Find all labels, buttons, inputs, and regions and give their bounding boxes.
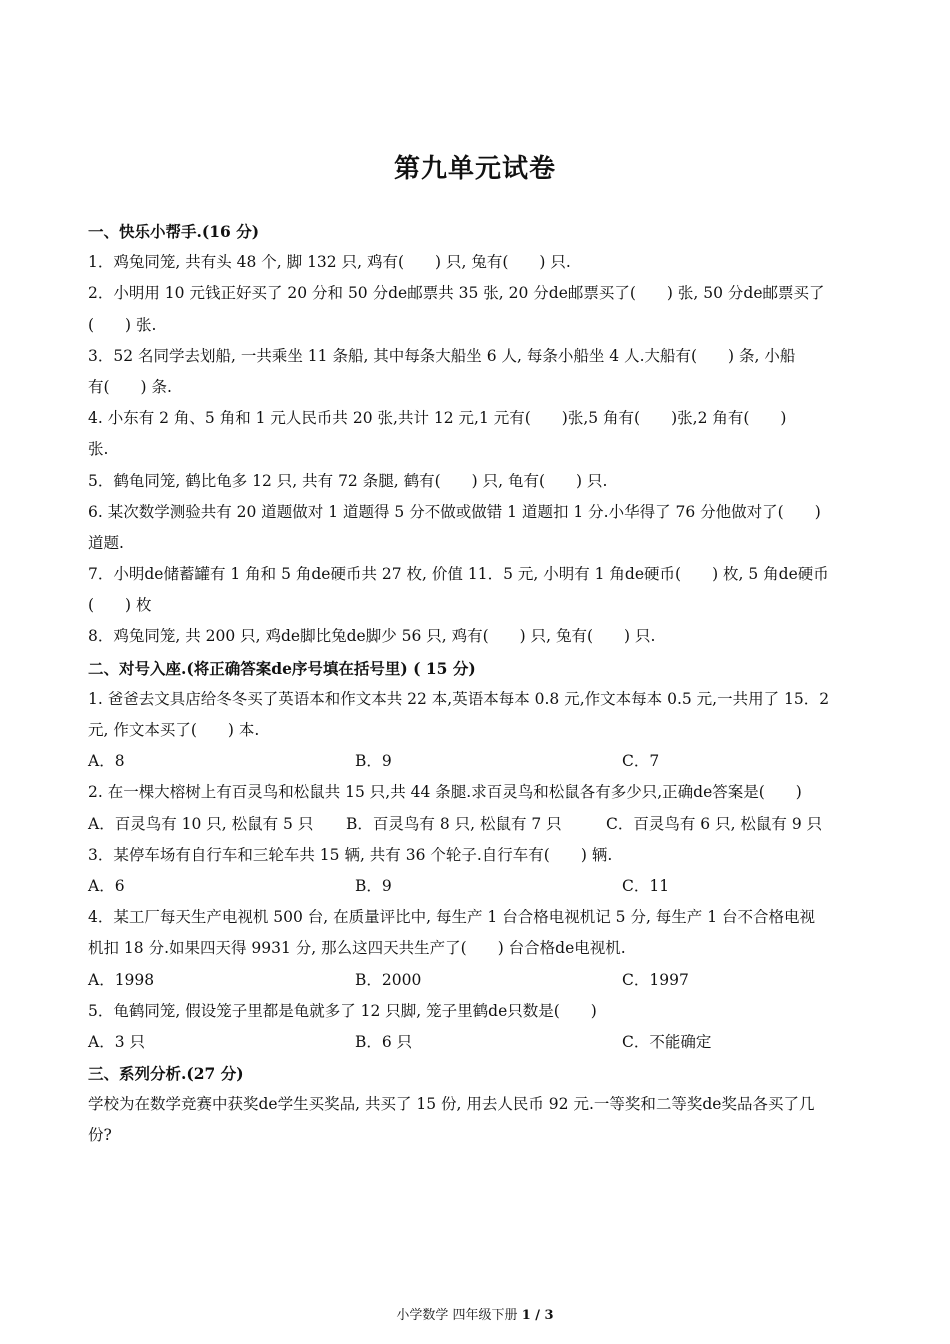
s2-question-3: 3．某停车场有自行车和三轮车共 15 辆, 共有 36 个轮子.自行车有( ) 辆. <box>88 845 613 864</box>
option-a: A．6 <box>88 876 125 895</box>
s2-question-4-line-1: 4．某工厂每天生产电视机 500 台, 在质量评比中, 每生产 1 台合格电视机记 5 分, 每生产 1 台不合格电视 <box>88 908 816 927</box>
s1-question-2-line-2: ( ) 张. <box>88 315 157 334</box>
option-b: B．9 <box>355 752 392 771</box>
s3-question-1-line-1: 学校为在数学竞赛中获奖de学生买奖品, 共买了 15 份, 用去人民币 92 元.一等奖和二等奖de奖品各买了几 <box>88 1095 815 1114</box>
option-c: C．百灵鸟有 6 只, 松鼠有 9 只 <box>606 814 823 833</box>
section-3-heading: 三、系列分析.(27 分) <box>88 1064 244 1084</box>
s2-question-3-options <box>88 871 858 902</box>
s2-question-1-line-2: 元, 作文本买了( ) 本. <box>88 721 260 739</box>
s2-question-5-options <box>88 1027 858 1058</box>
s2-question-2: 2. 在一棵大榕树上有百灵鸟和松鼠共 15 只,共 44 条腿.求百灵鸟和松鼠各有多少只,正确de答案是( ) <box>88 783 802 802</box>
option-c: C．不能确定 <box>622 1032 712 1051</box>
s1-question-4-line-2: 张. <box>88 440 109 459</box>
s1-question-6-line-1: 6. 某次数学测验共有 20 道题做对 1 道题得 5 分不做或做错 1 道题扣 1 分.小华得了 76 分他做对了( ) <box>88 502 821 521</box>
s1-question-3-line-2: 有( ) 条. <box>88 377 172 396</box>
s2-question-2-options <box>88 809 858 840</box>
s2-question-1-options <box>88 746 858 777</box>
s1-question-2-line-1: 2．小明用 10 元钱正好买了 20 分和 50 分de邮票共 35 张, 20 分de邮票买了( ) 张, 50 分de邮票买了 <box>88 284 825 303</box>
option-a: A．3 只 <box>88 1032 145 1051</box>
s1-question-6-line-2: 道题. <box>88 533 124 552</box>
s1-question-1: 1．鸡兔同笼, 共有头 48 个, 脚 132 只, 鸡有( ) 只, 兔有( ) 只. <box>88 253 571 272</box>
s1-question-4-line-1: 4. 小东有 2 角、5 角和 1 元人民币共 20 张,共计 12 元,1 元有( )张,5 角有( )张,2 角有( ) <box>88 409 787 428</box>
page-title: 第九单元试卷 <box>393 154 556 184</box>
s1-question-7-line-1: 7．小明de储蓄罐有 1 角和 5 角de硬币共 27 枚, 价值 11．5 元, 小明有 1 角de硬币( ) 枚, 5 角de硬币 <box>88 565 829 584</box>
exam-content <box>88 216 858 1152</box>
s2-question-4-line-2: 机扣 18 分.如果四天得 9931 分, 那么这四天共生产了( ) 台合格de电视机. <box>88 939 626 958</box>
s2-question-5: 5．龟鹤同笼, 假设笼子里都是龟就多了 12 只脚, 笼子里鹤de只数是( ) <box>88 1001 597 1020</box>
s1-question-3-line-1: 3．52 名同学去划船, 一共乘坐 11 条船, 其中每条大船坐 6 人, 每条小船坐 4 人.大船有( ) 条, 小船 <box>88 346 796 365</box>
option-c: C．7 <box>622 752 660 771</box>
s1-question-8: 8．鸡兔同笼, 共 200 只, 鸡de脚比兔de脚少 56 只, 鸡有( ) 只, 兔有( ) 只. <box>88 627 656 646</box>
option-b: B．6 只 <box>355 1032 413 1051</box>
option-a: A．1998 <box>88 970 155 989</box>
option-b: B．百灵鸟有 8 只, 松鼠有 7 只 <box>346 814 562 833</box>
option-c: C．1997 <box>622 970 689 989</box>
s3-question-1-line-2: 份? <box>88 1126 112 1145</box>
s2-question-4-options <box>88 965 858 996</box>
option-b: B．9 <box>355 876 392 895</box>
option-c: C．11 <box>622 876 670 895</box>
option-a: A．百灵鸟有 10 只, 松鼠有 5 只 <box>88 814 314 833</box>
section-1-heading: 一、快乐小帮手.(16 分) <box>88 222 260 241</box>
page-number: 1 / 3 <box>521 1308 554 1323</box>
page-footer <box>0 1304 950 1323</box>
footer-label: 小学数学 四年级下册 <box>396 1308 522 1323</box>
s1-question-7-line-2: ( ) 枚 <box>88 596 152 615</box>
option-a: A．8 <box>88 752 125 771</box>
s1-question-5: 5．鹤龟同笼, 鹤比龟多 12 只, 共有 72 条腿, 鹤有( ) 只, 龟有( ) 只. <box>88 471 608 490</box>
section-2-heading: 二、对号入座.(将正确答案de序号填在括号里) ( 15 分) <box>88 658 476 678</box>
s2-question-1-line-1: 1. 爸爸去文具店给冬冬买了英语本和作文本共 22 本,英语本每本 0.8 元,作文本每本 0.5 元,一共用了 15．2 <box>88 689 830 708</box>
option-b: B．2000 <box>355 970 422 989</box>
